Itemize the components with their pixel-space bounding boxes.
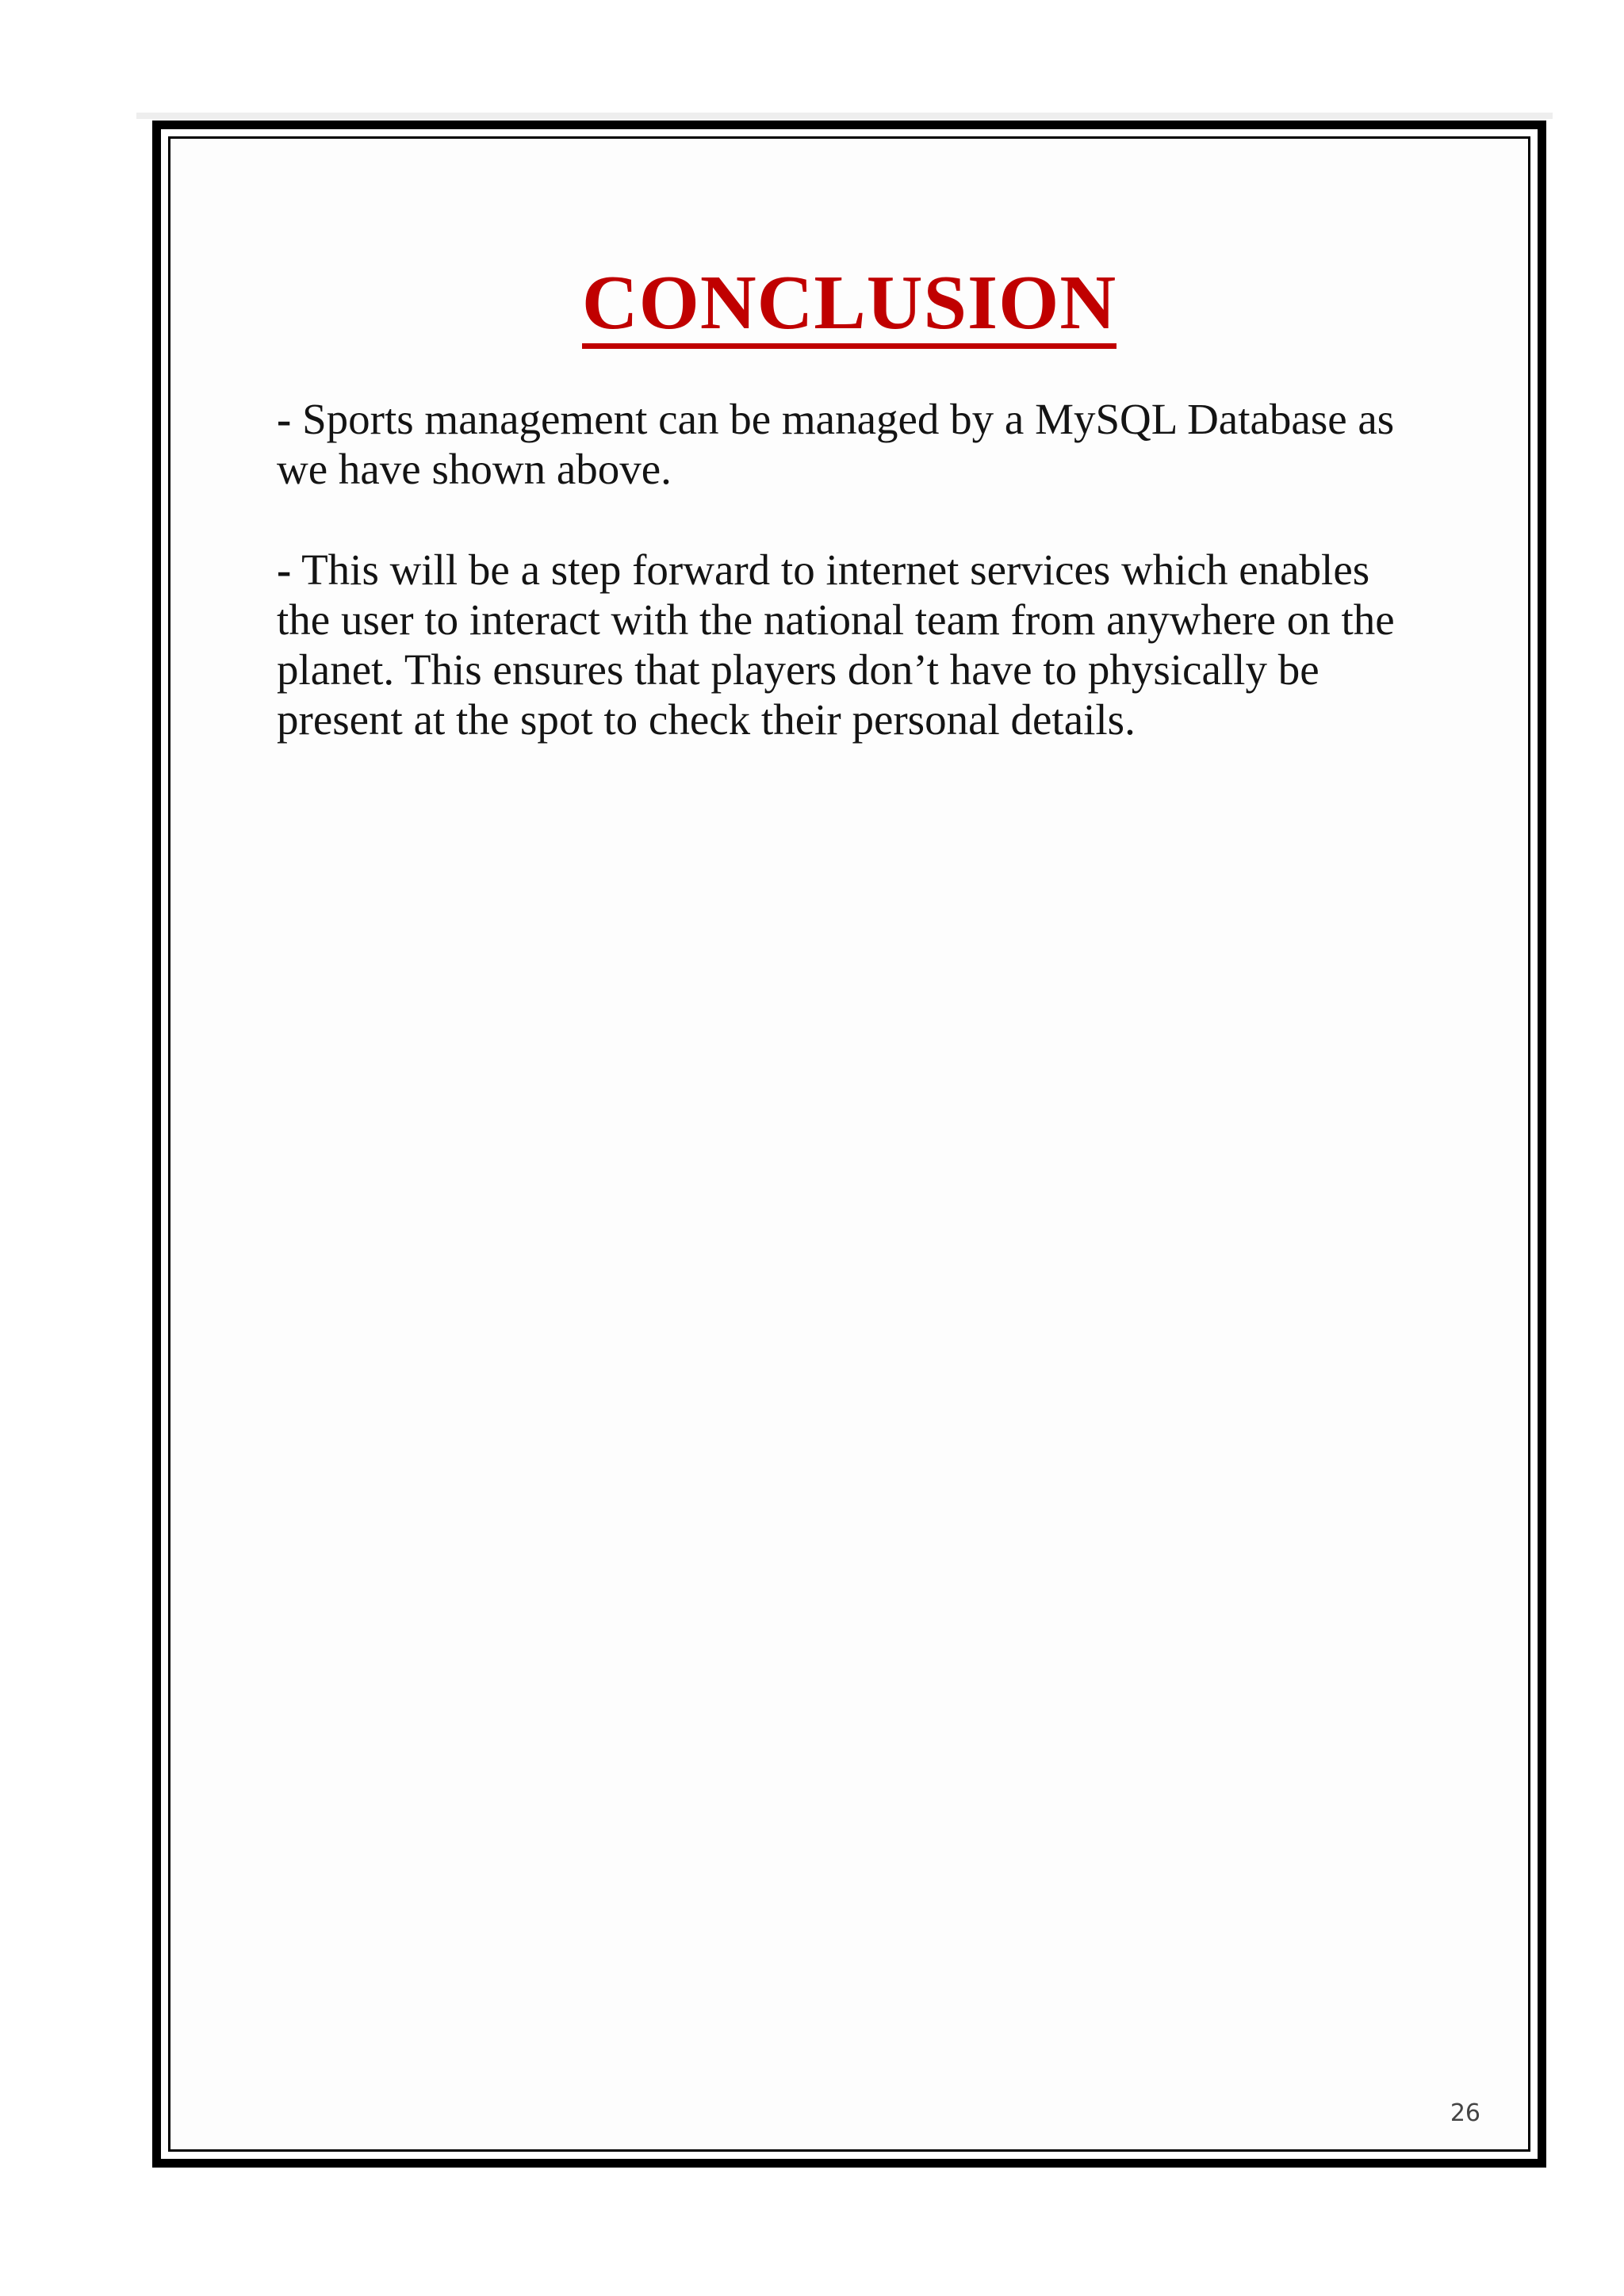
page-number: 26 (1450, 2099, 1480, 2127)
top-shadow-strip (136, 113, 1553, 119)
conclusion-paragraph-2 (277, 545, 1419, 744)
paragraph-text: Sports management can be managed by a MySQL Database as we have shown above. (277, 395, 1395, 493)
page-title (170, 260, 1528, 349)
page-title-text: CONCLUSION (582, 264, 1116, 349)
paragraph-text: This will be a step forward to internet services which enables the user to interact with the national team from anywhere on the planet. This ensures that players don’t have to physically be present at the spot to check their personal details. (277, 545, 1395, 744)
conclusion-paragraph-1 (277, 394, 1419, 494)
bullet-dash: - (277, 395, 292, 443)
page-border (152, 121, 1546, 2168)
page-content-area (168, 136, 1530, 2152)
bullet-dash: - (277, 545, 292, 594)
